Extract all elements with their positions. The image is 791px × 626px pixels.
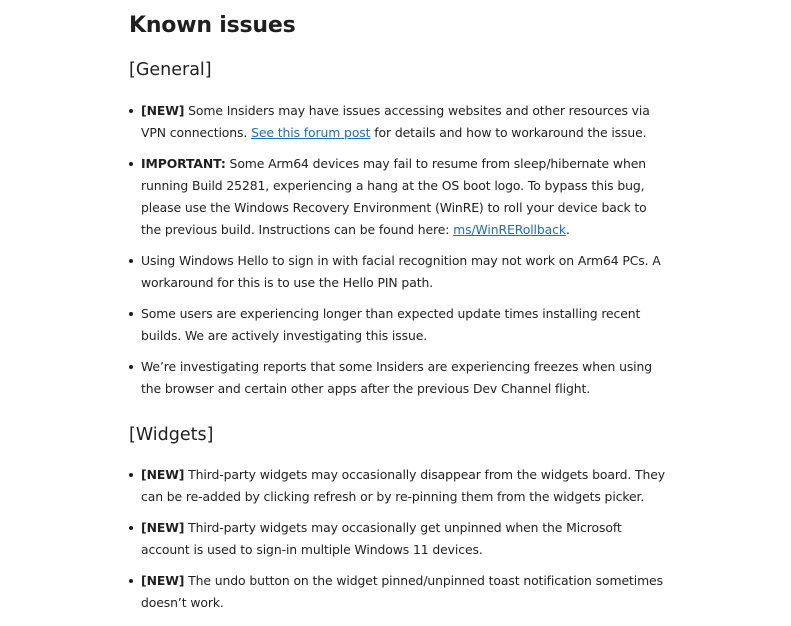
new-tag: [NEW] (141, 103, 185, 118)
new-tag: [NEW] (141, 520, 185, 535)
important-tag: IMPORTANT: (141, 156, 226, 171)
forum-post-link[interactable]: See this forum post (251, 125, 371, 140)
new-tag: [NEW] (141, 573, 185, 588)
section-title-widgets: [Widgets] (129, 425, 214, 445)
item-text: Some Arm64 devices may fail to resume from sleep/hibernate when running Build 25281, experiencing a hang at the OS boot logo. To bypass this bug, please use the Windows Recovery Environment (WinRE) to roll your device back to the previous build. Instructions can be found here: (141, 156, 647, 237)
item-text: Third-party widgets may occasionally get unpinned when the Microsoft account is used to sign-in multiple Windows 11 devices. (141, 520, 622, 557)
new-tag: [NEW] (141, 467, 185, 482)
winre-rollback-link[interactable]: ms/WinRERollback (453, 222, 566, 237)
item-text: Some Insiders may have issues accessing websites and other resources via VPN connections. (141, 103, 650, 140)
general-issues-list (129, 100, 669, 409)
item-text: Some users are experiencing longer than expected update times installing recent builds. We are actively investigating this issue. (141, 306, 641, 343)
item-text: for details and how to workaround the issue. (370, 125, 647, 140)
list-item (129, 153, 669, 241)
item-text: Using Windows Hello to sign in with facial recognition may not work on Arm64 PCs. A workaround for this is to use the Hello PIN path. (141, 253, 661, 290)
list-item (129, 250, 669, 294)
section-title-general: [General] (129, 60, 212, 80)
list-item (129, 570, 669, 614)
widgets-issues-list (129, 464, 669, 623)
item-text: . (565, 222, 570, 237)
list-item (129, 356, 669, 400)
item-text: We’re investigating reports that some Insiders are experiencing freezes when using the browser and certain other apps after the previous Dev Channel flight. (141, 359, 653, 396)
list-item (129, 517, 669, 561)
item-text: The undo button on the widget pinned/unpinned toast notification sometimes doesn’t work. (141, 573, 663, 610)
page-title: Known issues (129, 13, 296, 38)
list-item (129, 464, 669, 508)
item-text: Third-party widgets may occasionally disappear from the widgets board. They can be re-added by clicking refresh or by re-pinning them from the widgets picker. (141, 467, 666, 504)
list-item (129, 303, 669, 347)
list-item (129, 100, 669, 144)
